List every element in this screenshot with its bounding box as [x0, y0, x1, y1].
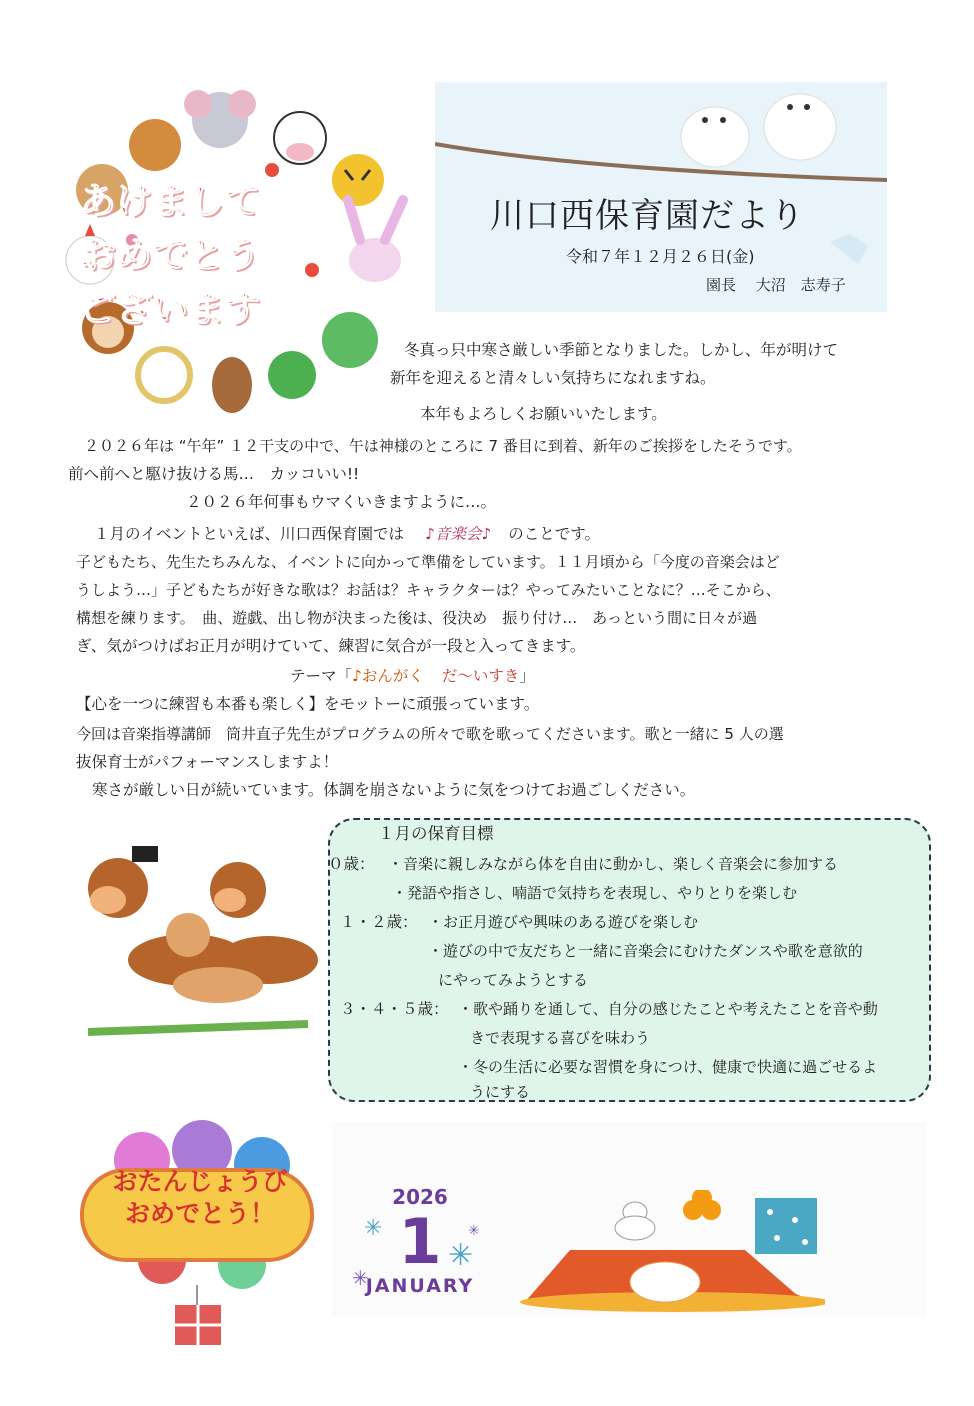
- body-paragraph: ぎ、気がつけばお正月が明けていて、練習に気合が一段と入ってきます。: [76, 637, 586, 655]
- body-paragraph: 抜保育士がパフォーマンスしますよ！: [76, 753, 339, 771]
- calendar-year: 2026: [392, 1185, 448, 1209]
- greeting-line-2: おめでとう: [80, 235, 261, 276]
- body-paragraph: 【心を一つに練習も本番も楽しく】をモットーに頑張っています。: [76, 695, 540, 713]
- goal-item: ・発語や指さし、喃語で気持ちを表現し、やりとりを楽しむ: [392, 884, 798, 902]
- body-paragraph: 本年もよろしくお願いいたします。: [420, 405, 667, 423]
- theme-end: 」: [519, 667, 535, 685]
- body-paragraph: 前へ前へと駆け抜ける馬… カッコいい!!: [68, 465, 360, 483]
- horses-running-icon: [78, 840, 318, 1040]
- goal-item: にやってみようとする: [438, 971, 589, 989]
- goal-age-label: ０歳：: [328, 855, 375, 873]
- newsletter-title: 川口西保育園だより: [490, 196, 805, 236]
- goal-item: ・お正月遊びや興味のある遊びを楽しむ: [428, 913, 699, 931]
- goal-item: ・歌や踊りを通して、自分の感じたことや考えたことを音や動: [458, 1000, 878, 1018]
- theme-part-1: ♪おんがく: [352, 667, 424, 685]
- author: 園長 大沼 志寿子: [706, 276, 846, 294]
- body-paragraph: 冬真っ只中寒さ厳しい季節となりました。しかし、年が明けて: [404, 341, 839, 359]
- svg-text:✳: ✳: [364, 1216, 383, 1241]
- body-paragraph: 寒さが厳しい日が続いています。体調を崩さないように気をつけてお過ごしください。: [92, 781, 696, 799]
- event-line: [94, 520, 600, 548]
- goal-item: きで表現する喜びを味わう: [470, 1029, 651, 1047]
- body-paragraph: 子どもたち、先生たちみんな、イベントに向かって準備をしています。１１月頃から「今度の音楽会はど: [76, 553, 780, 571]
- monthly-goals-box: [328, 818, 931, 1102]
- theme-label: テーマ「: [290, 667, 353, 685]
- calendar-month-name: JANUARY: [365, 1275, 475, 1297]
- body-paragraph: うしよう…」子どもたちが好きな歌は？お話は？キャラクターは？やってみたいことなに？…そこから、: [76, 581, 781, 599]
- goal-item: うにする: [470, 1083, 531, 1101]
- svg-text:✳: ✳: [468, 1223, 480, 1239]
- birthday-line-1: おたんじょうび: [112, 1167, 288, 1196]
- kotatsu-cat-icon: [515, 1190, 825, 1320]
- event-intro: １月のイベントといえば、川口西保育園では: [94, 525, 405, 543]
- greeting-line-1: あけまして: [80, 181, 261, 222]
- goal-item: ・音楽に親しみながら体を自由に動かし、楽しく音楽会に参加する: [388, 855, 839, 873]
- goal-age-label: ３・４・５歳：: [340, 1000, 449, 1018]
- theme-line: [290, 662, 535, 690]
- new-year-greeting: [80, 175, 340, 337]
- body-paragraph: 今回は音楽指導講師 筒井直子先生がプログラムの所々で歌を歌ってくださいます。歌と一緒に 5 人の選: [76, 725, 784, 743]
- theme-part-2: だ〜いすき: [441, 667, 520, 685]
- balloons-gift-icon: [72, 1110, 322, 1350]
- body-paragraph: ２０２６年は “午年” １２干支の中で、午は神様のところに 7 番目に到着、新年のご挨拶をしたそうです。: [84, 437, 802, 455]
- body-paragraph: ２０２６年何事もウマくいきますように…。: [186, 493, 497, 511]
- event-outro: のことです。: [508, 525, 600, 543]
- greeting-line-3: ございます: [80, 289, 261, 330]
- goal-item: ・冬の生活に必要な習慣を身につけ、健康で快適に過ごせるよ: [458, 1058, 878, 1076]
- event-name: ♪音楽会♪: [424, 525, 492, 543]
- body-paragraph: 新年を迎えると清々しい気持ちになれますね。: [390, 369, 716, 387]
- calendar-month-number: 1: [398, 1205, 442, 1278]
- birthday-line-2: おめでとう！: [124, 1199, 275, 1228]
- birthday-message: [95, 1166, 305, 1230]
- svg-text:✳: ✳: [448, 1238, 474, 1273]
- goal-age-label: １・２歳：: [340, 913, 418, 931]
- goal-item: ・遊びの中で友だちと一緒に音楽会にむけたダンスや歌を意欲的: [428, 942, 863, 960]
- issue-date: 令和７年１２月２６日(金): [566, 247, 755, 266]
- snowflake-icon: [350, 1205, 490, 1305]
- goals-title: １月の保育目標: [378, 824, 494, 843]
- body-paragraph: 構想を練ります。 曲、遊戯、出し物が決まった後は、役決め 振り付け… あっという間に日々が過: [76, 609, 758, 627]
- svg-text:✳: ✳: [352, 1266, 369, 1290]
